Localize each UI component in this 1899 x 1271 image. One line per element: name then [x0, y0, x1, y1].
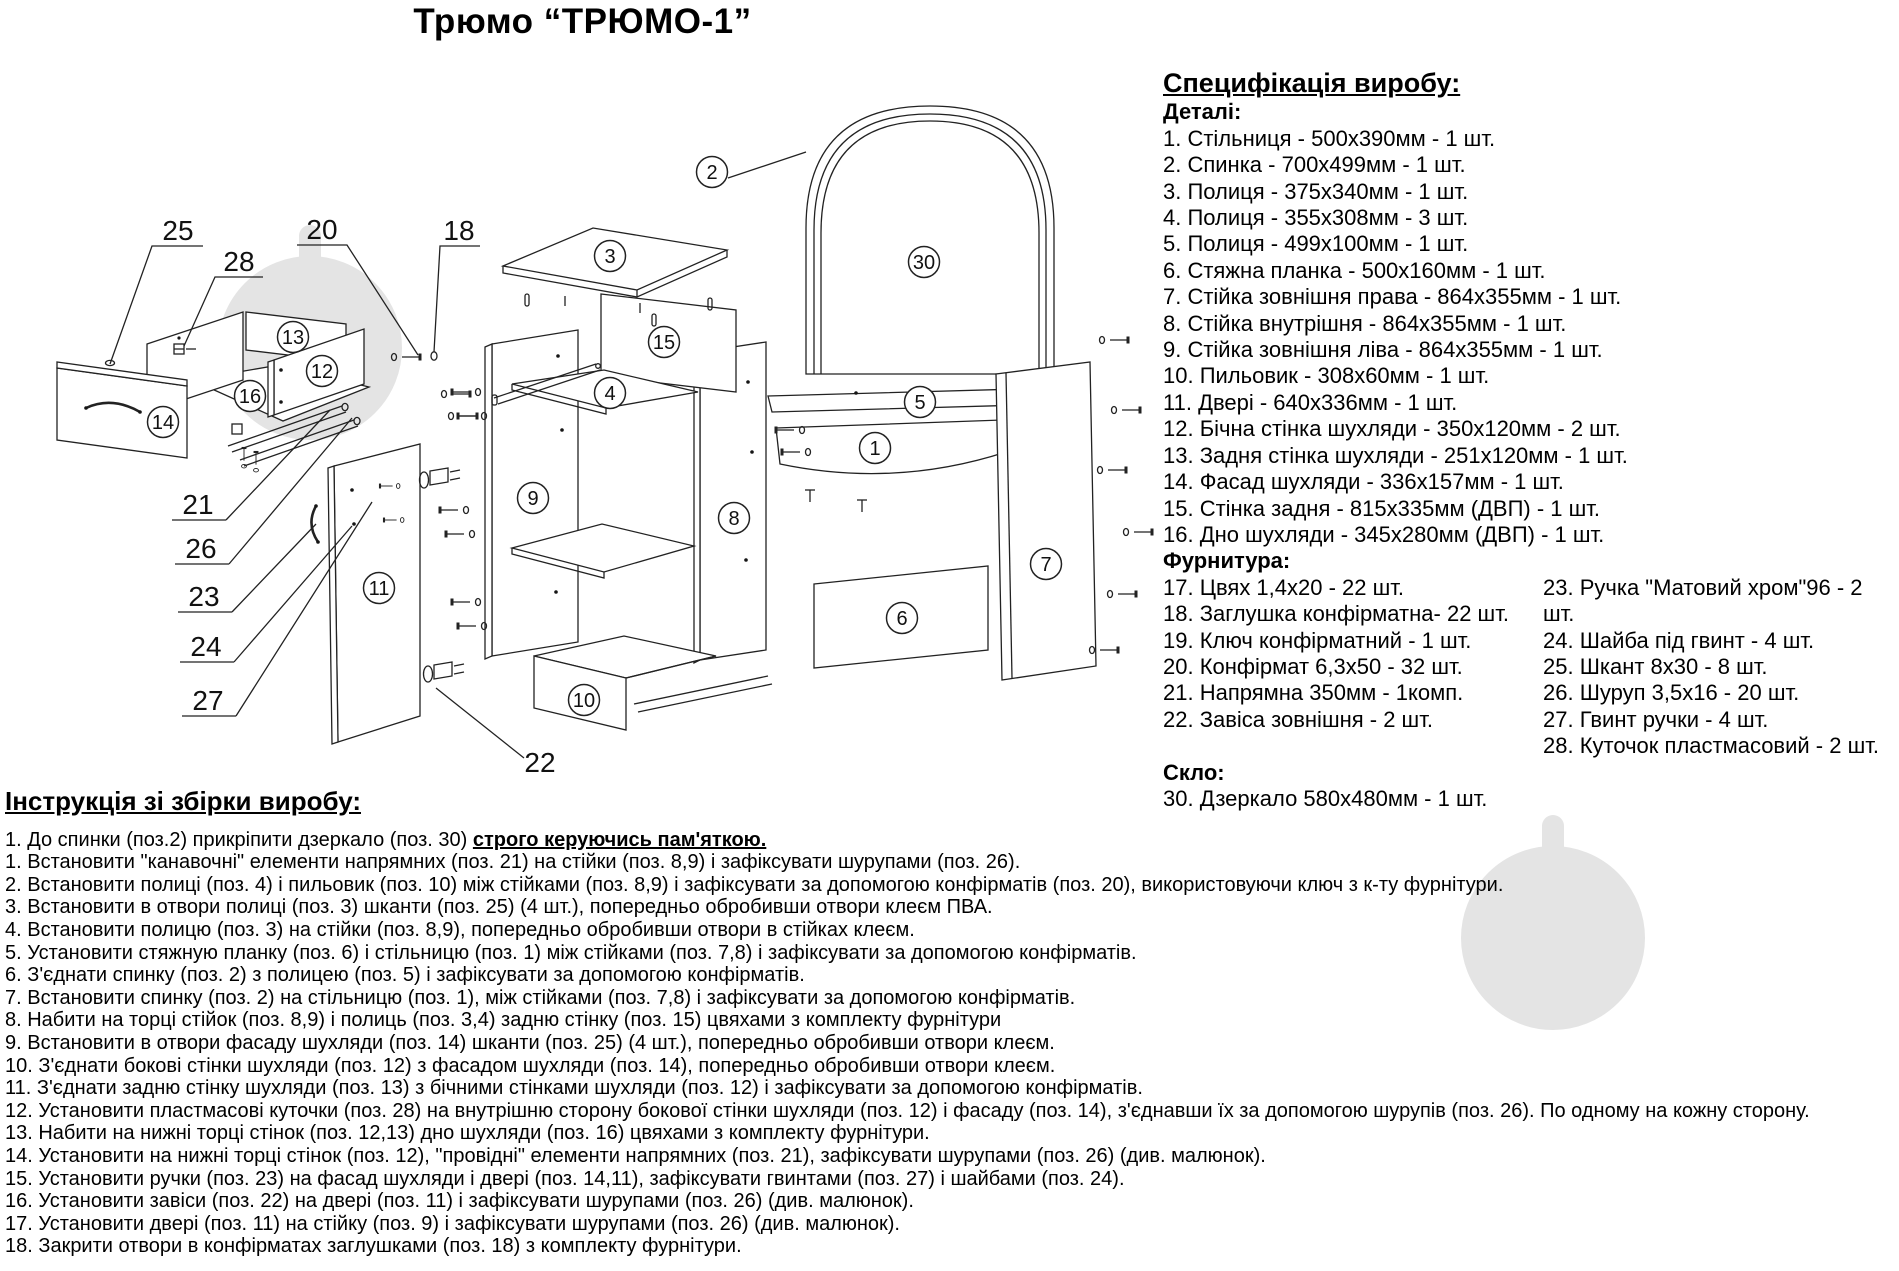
details-heading: Деталі:: [1163, 99, 1242, 125]
assembly-instructions: [5, 786, 1895, 1258]
spec-item: 8. Стійка внутрішня - 864х355мм - 1 шт.: [1163, 310, 1567, 336]
callout-11: [364, 573, 395, 604]
callout-6: [887, 603, 918, 634]
spec-item: 30. Дзеркало 580х480мм - 1 шт.: [1163, 785, 1488, 811]
instruction-step: 1. Встановити "канавочні" елементи напрямних (поз. 21) на стійки (поз. 8,9) і зафіксувати шурупами (поз. 26).: [5, 851, 1021, 874]
svg-text:4: 4: [604, 383, 616, 405]
spec-item: 18. Заглушка конфірматна- 22 шт.: [1163, 601, 1509, 627]
svg-text:13: 13: [281, 327, 305, 349]
glass-heading: Скло:: [1163, 759, 1225, 785]
svg-text:11: 11: [368, 578, 390, 600]
page-title: Трюмо “ТРЮМО-1”: [413, 2, 752, 41]
callout-18: 18: [443, 215, 475, 246]
spec-item: 9. Стійка зовнішня ліва - 864х355мм - 1 шт.: [1163, 337, 1603, 363]
callout-26: 26: [185, 533, 217, 564]
instruction-step: 6. З'єднати спинку (поз. 2) з полицею (поз. 5) і зафіксувати за допомогою конфірматів.: [5, 964, 805, 987]
callout-14: [148, 407, 179, 438]
spec-item: 16. Дно шухляди - 345х280мм (ДВП) - 1 шт.: [1163, 521, 1605, 547]
callout-16: [235, 381, 266, 412]
hardware-column-left: [1163, 575, 1543, 760]
instruction-emphasis: строго керуючись пам'яткою.: [472, 828, 767, 851]
svg-text:12: 12: [310, 361, 334, 383]
callout-30: [909, 247, 940, 278]
svg-text:1: 1: [869, 438, 881, 460]
instruction-step: 9. Встановити в отвори фасаду шухляди (поз. 14) шканти (поз. 25) (4 шт.), попередньо обробивши отвори клеєм.: [5, 1031, 1055, 1054]
screw-marks: [392, 352, 478, 420]
spec-item: 5. Полиця - 499х100мм - 1 шт.: [1163, 231, 1469, 257]
callout-9: [518, 483, 549, 514]
instruction-step: 13. Набити на нижні торці стінок (поз. 12,13) дно шухляди (поз. 16) цвяхами з комплекту фурнітури.: [5, 1122, 930, 1145]
spec-item: 14. Фасад шухляди - 336х157мм - 1 шт.: [1163, 469, 1564, 495]
spec-item: 28. Куточок пластмасовий - 2 шт.: [1543, 733, 1879, 759]
instruction-step: 3. Встановити в отвори полиці (поз. 3) шканти (поз. 25) (4 шт.), попередньо обробивши отвори клеєм ПВА.: [5, 896, 993, 919]
svg-text:14: 14: [151, 412, 175, 434]
spec-item: 7. Стійка зовнішня права - 864х355мм - 1 шт.: [1163, 284, 1622, 310]
callout-7: [1031, 549, 1062, 580]
spec-item: 11. Двері - 640х336мм - 1 шт.: [1163, 389, 1458, 415]
spec-item: 1. Стільниця - 500х390мм - 1 шт.: [1163, 125, 1496, 151]
svg-text:30: 30: [912, 252, 936, 274]
callout-4: [595, 378, 626, 409]
instruction-step: 11. З'єднати задню стінку шухляди (поз. 13) з бічними стінками шухляди (поз. 12) і зафіксувати за допомогою конфірматів.: [5, 1077, 1143, 1100]
svg-text:16: 16: [238, 386, 262, 408]
callout-23: 23: [188, 581, 220, 612]
screw-marks: [1090, 337, 1153, 654]
specification-panel: [1163, 70, 1897, 812]
callout-1: [860, 433, 891, 464]
spec-item: 6. Стяжна планка - 500х160мм - 1 шт.: [1163, 257, 1546, 283]
spec-item: 26. Шуруп 3,5х16 - 20 шт.: [1543, 680, 1800, 706]
callout-27: 27: [192, 685, 224, 716]
spec-item: 20. Конфірмат 6,3х50 - 32 шт.: [1163, 653, 1463, 679]
svg-text:2: 2: [706, 162, 718, 184]
mirror-unit-group: [768, 106, 1152, 680]
spec-item: 19. Ключ конфірматний - 1 шт.: [1163, 627, 1472, 653]
instruction-step: 4. Встановити полицю (поз. 3) на стійки (поз. 8,9), попередньо обробивши отвори в стійках клеєм.: [5, 918, 915, 941]
spec-item: 4. Полиця - 355х308мм - 3 шт.: [1163, 205, 1469, 231]
hardware-columns: [1163, 575, 1897, 760]
instruction-step: 10. З'єднати бокові стінки шухляди (поз. 12) з фасадом шухляди (поз. 14), попередньо обробивши отвори клеєм.: [5, 1054, 1056, 1077]
spec-item: 3. Полиця - 375х340мм - 1 шт.: [1163, 178, 1469, 204]
instruction-step: 12. Установити пластмасові куточки (поз. 28) на внутрішню сторону бокової стінки шухляди (поз. 12) і фасаду (поз. 14), з'єднавши їх за допомогою шурупів (поз. 26). По одному на кожну сторону.: [5, 1099, 1810, 1122]
spec-item: 27. Гвинт ручки - 4 шт.: [1543, 706, 1769, 732]
svg-text:6: 6: [896, 608, 908, 630]
instruction-step: 17. Установити двері (поз. 11) на стійку (поз. 9) і зафіксувати шурупами (поз. 26) (див. малюнок).: [5, 1212, 900, 1235]
spec-item: 13. Задня стінка шухляди - 251х120мм - 1 шт.: [1163, 442, 1628, 468]
spec-item: 17. Цвях 1,4х20 - 22 шт.: [1163, 574, 1405, 600]
instruction-step: 16. Установити завіси (поз. 22) на двері (поз. 11) і зафіксувати шурупами (поз. 26) (див. малюнок).: [5, 1190, 914, 1213]
spec-item: 12. Бічна стінка шухляди - 350х120мм - 2 шт.: [1163, 416, 1621, 442]
spec-item: 24. Шайба під гвинт - 4 шт.: [1543, 627, 1815, 653]
svg-text:9: 9: [527, 488, 539, 510]
svg-text:15: 15: [652, 332, 676, 354]
instruction-step: 8. Набити на торці стійок (поз. 8,9) і полиць (поз. 3,4) задню стінку (поз. 15) цвяхами з комплекту фурнітури: [5, 1009, 1002, 1032]
spec-item: 25. Шкант 8х30 - 8 шт.: [1543, 653, 1768, 679]
hardware-heading: Фурнитура:: [1163, 548, 1291, 574]
hardware-column-right: [1543, 575, 1897, 760]
callout-13: [278, 322, 309, 353]
svg-text:10: 10: [572, 690, 596, 712]
callout-12: [307, 356, 338, 387]
svg-text:5: 5: [914, 392, 926, 414]
instruction-step: 14. Установити на нижні торці стінок (поз. 12), "провідні" елементи напрямних (поз. 21), зафіксувати шурупами (поз. 26) (див. малюнок).: [5, 1144, 1266, 1167]
mirror-back-panel: [806, 106, 1054, 374]
hinge-icon: [424, 662, 465, 682]
instruction-step: 18. Закрити отвори в конфірматах заглушками (поз. 18) з комплекту фурнітури.: [5, 1235, 742, 1258]
callout-10: [569, 685, 600, 716]
spec-item: 23. Ручка "Матовий хром"96 - 2 шт.: [1543, 574, 1863, 627]
callout-20: 20: [306, 214, 338, 245]
spec-item: 21. Напрямна 350мм - 1комп.: [1163, 680, 1464, 706]
callout-21: 21: [182, 489, 214, 520]
svg-text:8: 8: [728, 508, 740, 530]
callout-25: 25: [162, 215, 194, 246]
specification-heading: Специфікація виробу:: [1163, 68, 1461, 98]
spec-item: 22. Завіса зовнішня - 2 шт.: [1163, 706, 1433, 732]
callout-3: [595, 241, 626, 272]
svg-text:7: 7: [1040, 554, 1052, 576]
callout-8: [719, 503, 750, 534]
instruction-step: 15. Установити ручки (поз. 23) на фасад шухляди і двері (поз. 14,11), зафіксувати гвинтами (поз. 27) і шайбами (поз. 24).: [5, 1167, 1125, 1190]
instruction-step: 5. Установити стяжную планку (поз. 6) і стільницю (поз. 1) між стійками (поз. 7,8) і зафіксувати за допомогою конфірматів.: [5, 941, 1137, 964]
spec-item: 15. Стінка задня - 815х335мм (ДВП) - 1 шт.: [1163, 495, 1601, 521]
hinge-icon: [420, 468, 461, 488]
shelf-unit-group: [440, 228, 811, 730]
callout-15: [649, 327, 680, 358]
instructions-heading: Інструкція зі збірки виробу:: [5, 786, 361, 816]
callout-2: [697, 157, 728, 188]
instruction-step: 1. До спинки (поз.2) прикріпити дзеркало (поз. 30) строго керуючись пам'яткою.: [5, 828, 767, 851]
instruction-step: 7. Встановити спинку (поз. 2) на стільницю (поз. 1), між стійками (поз. 7,8) і зафіксувати за допомогою конфірматів.: [5, 986, 1076, 1009]
spec-item: 2. Спинка - 700х499мм - 1 шт.: [1163, 152, 1466, 178]
callout-28: 28: [223, 246, 255, 277]
callout-22: 22: [524, 747, 556, 778]
instruction-step: 2. Встановити полиці (поз. 4) і пильовик (поз. 10) між стійками (поз. 8,9) і зафіксувати за допомогою конфірматів (поз. 20), використовуючи ключ з к-ту фурнітури.: [5, 873, 1504, 896]
callout-5: [905, 387, 936, 418]
svg-text:3: 3: [604, 246, 616, 268]
callout-24: 24: [190, 631, 222, 662]
spec-item: 10. Пильовик - 308х60мм - 1 шт.: [1163, 363, 1490, 389]
